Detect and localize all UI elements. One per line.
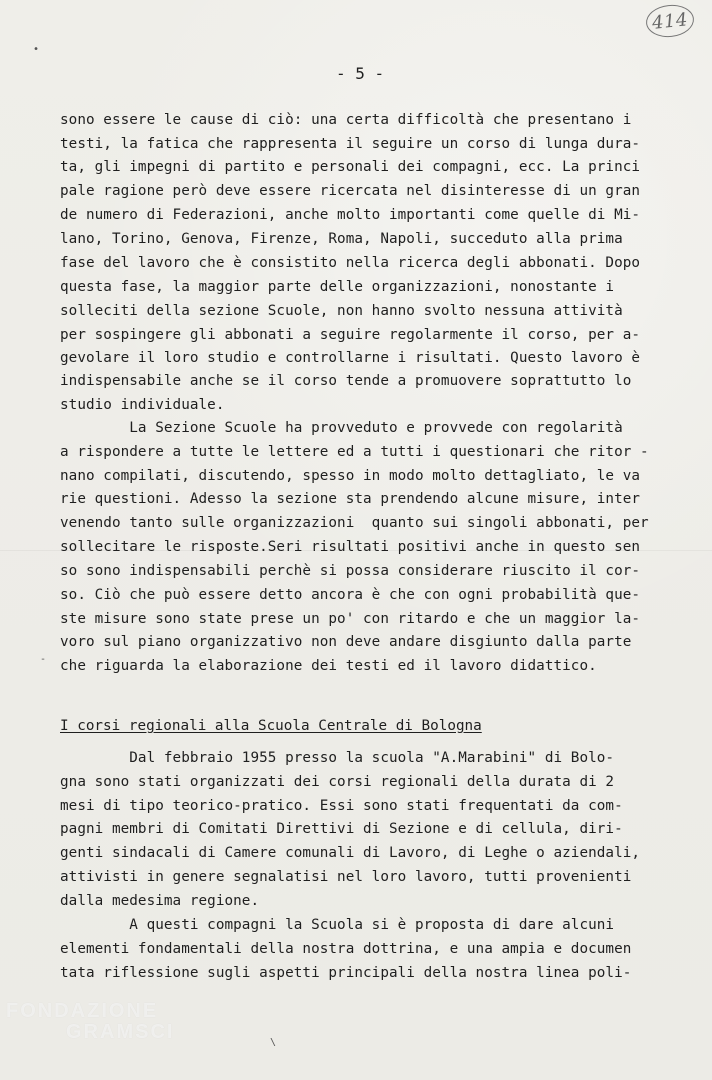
paragraph-2-line-9: ste misure sono state prese un po' con ritardo e che un maggior la- (60, 611, 641, 627)
paragraph-4-line-3: tata riflessione sugli aspetti principali della nostra linea poli- (60, 965, 632, 981)
paragraph-1-line-6: lano, Torino, Genova, Firenze, Roma, Napoli, succeduto alla prima (60, 231, 623, 247)
paragraph-3-line-5: genti sindacali di Camere comunali di Lavoro, di Leghe o aziendali, (60, 845, 641, 861)
paragraph-2-line-11: che riguarda la elaborazione dei testi ed il lavoro didattico. (60, 658, 597, 674)
paragraph-2-line-10: voro sul piano organizzativo non deve andare disgiunto dalla parte (60, 634, 632, 650)
paragraph-2-line-8: so. Ciò che può essere detto ancora è che con ogni probabilità que- (60, 587, 641, 603)
paragraph-1-line-8: questa fase, la maggior parte delle organizzazioni, nonostante i (60, 279, 615, 295)
paragraph-1-line-2: testi, la fatica che rappresenta il seguire un corso di lunga dura- (60, 136, 641, 152)
page-number: - 5 - (336, 64, 385, 83)
watermark (6, 1000, 174, 1044)
paragraph-2-line-1: La Sezione Scuole ha provveduto e provvede con regolarità (60, 420, 623, 436)
paragraph-2-line-2: a rispondere a tutte le lettere ed a tutti i questionari che ritor - (60, 444, 649, 460)
paragraph-1-line-4: pale ragione però deve essere ricercata nel disinteresse di un gran (60, 183, 641, 199)
section-heading: I corsi regionali alla Scuola Centrale di Bologna (60, 718, 482, 734)
watermark-line-1: FONDAZIONE (6, 1000, 159, 1022)
paragraph-1-line-9: solleciti della sezione Scuole, non hanno svolto nessuna attività (60, 303, 623, 319)
watermark-line-2: GRAMSCI (66, 1021, 175, 1043)
paragraph-3-line-1: Dal febbraio 1955 presso la scuola "A.Marabini" di Bolo- (60, 750, 615, 766)
margin-dot-1: • (33, 44, 40, 55)
paragraph-1-line-3: ta, gli impegni di partito e personali dei compagni, ecc. La princi (60, 159, 641, 175)
paragraph-2-line-3: nano compilati, discutendo, spesso in modo molto dettagliato, le va (60, 468, 641, 484)
paragraph-2-line-7: so sono indispensabili perchè si possa considerare riuscito il cor- (60, 563, 641, 579)
paragraph-1-line-12: indispensabile anche se il corso tende a promuovere soprattutto lo (60, 373, 632, 389)
paragraph-1-line-1: sono essere le cause di ciò: una certa difficoltà che presentano i (60, 112, 632, 128)
paragraph-4-line-1: A questi compagni la Scuola si è proposta di dare alcuni (60, 917, 615, 933)
paragraph-2-line-4: rie questioni. Adesso la sezione sta prendendo alcune misure, inter (60, 491, 641, 507)
paragraph-1-line-5: de numero di Federazioni, anche molto importanti come quelle di Mi- (60, 207, 641, 223)
paragraph-2-line-6: sollecitare le risposte.Seri risultati positivi anche in questo sen (60, 539, 641, 555)
paragraph-2-line-5: venendo tanto sulle organizzazioni quanto sui singoli abbonati, per (60, 515, 649, 531)
margin-dot-2: \ (270, 1037, 277, 1048)
margin-dash-1: - (40, 654, 47, 665)
paragraph-3-line-2: gna sono stati organizzati dei corsi regionali della durata di 2 (60, 774, 615, 790)
paragraph-3-line-3: mesi di tipo teorico-pratico. Essi sono stati frequentati da com- (60, 798, 623, 814)
paragraph-3-line-4: pagni membri di Comitati Direttivi di Sezione e di cellula, diri- (60, 821, 623, 837)
paragraph-1-line-10: per sospingere gli abbonati a seguire regolarmente il corso, per a- (60, 327, 641, 343)
archive-number-stamp: 414 (644, 3, 695, 40)
paragraph-1-line-11: gevolare il loro studio e controllarne i risultati. Questo lavoro è (60, 350, 641, 366)
paragraph-3-line-6: attivisti in genere segnalatisi nel loro lavoro, tutti provenienti (60, 869, 632, 885)
paragraph-1-line-7: fase del lavoro che è consistito nella ricerca degli abbonati. Dopo (60, 255, 641, 271)
paragraph-1-line-13: studio individuale. (60, 397, 225, 413)
paragraph-3-line-7: dalla medesima regione. (60, 893, 260, 909)
paragraph-4-line-2: elementi fondamentali della nostra dottrina, e una ampia e documen (60, 941, 632, 957)
